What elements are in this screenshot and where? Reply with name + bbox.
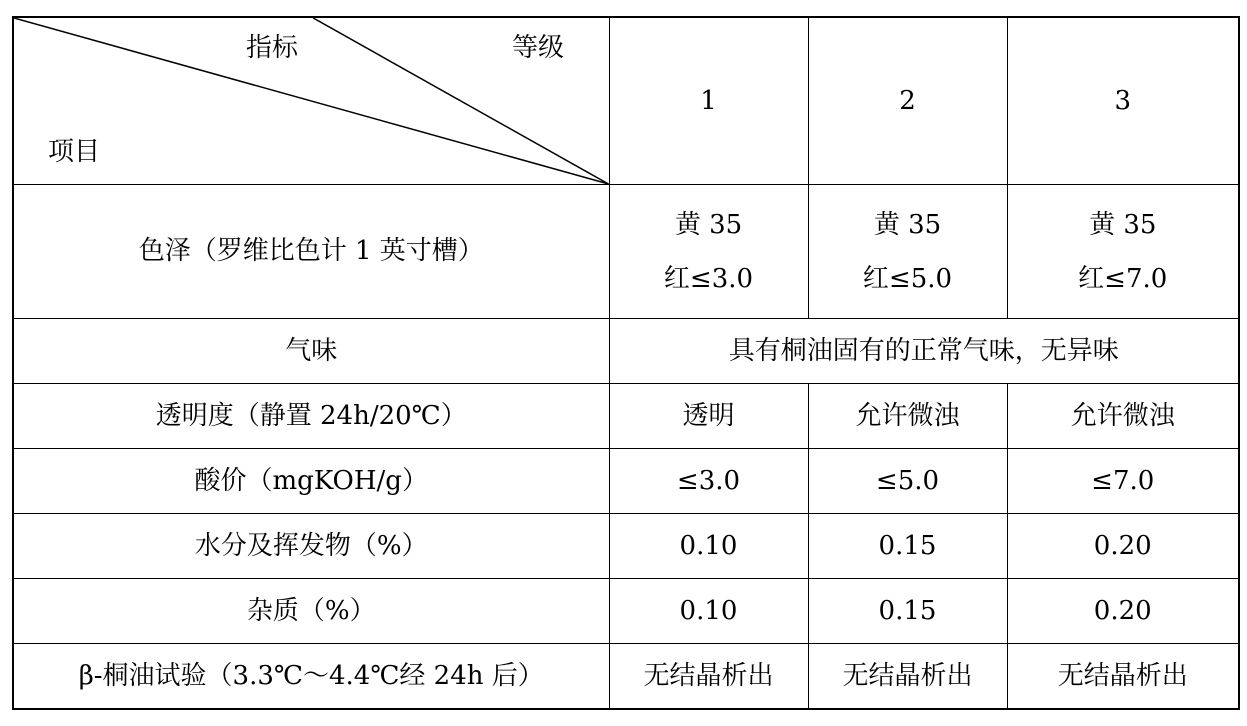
- table-row-acid-value: [13, 449, 1239, 514]
- odor-merged-value: 具有桐油固有的正常气味，无异味: [609, 319, 1239, 384]
- tung-oil-quality-table: [12, 16, 1240, 710]
- row-item-odor: 气味: [13, 319, 609, 384]
- color-yellow-3: 黄 35: [1089, 209, 1157, 240]
- color-red-2: 红≤5.0: [862, 263, 953, 294]
- beta-test-grade-2: 无结晶析出: [808, 644, 1007, 710]
- acid-value-grade-1: ≤3.0: [609, 449, 808, 514]
- moisture-grade-1: 0.10: [609, 514, 808, 579]
- table-row-transparency: [13, 384, 1239, 449]
- color-yellow-1: 黄 35: [674, 209, 743, 240]
- table-row-beta-test: [13, 644, 1239, 710]
- row-item-moisture: 水分及挥发物（%）: [13, 514, 609, 579]
- row-item-acid-value: 酸价（mgKOH/g）: [13, 449, 609, 514]
- acid-value-grade-2: ≤5.0: [808, 449, 1007, 514]
- table-row-moisture: [13, 514, 1239, 579]
- acid-value-grade-3: ≤7.0: [1007, 449, 1239, 514]
- row-item-transparency: 透明度（静置 24h/20℃）: [13, 384, 609, 449]
- impurity-grade-2: 0.15: [808, 579, 1007, 644]
- row-item-beta-test: β-桐油试验（3.3℃～4.4℃经 24h 后）: [13, 644, 609, 710]
- diagonal-header-cell: [13, 17, 609, 185]
- beta-test-grade-3: 无结晶析出: [1007, 644, 1239, 710]
- color-grade-1: [609, 185, 808, 319]
- row-item-color: 色泽（罗维比色计 1 英寸槽）: [13, 185, 609, 319]
- grade-2-header: 2: [808, 17, 1007, 185]
- grade-1-header: 1: [609, 17, 808, 185]
- header-row: [13, 17, 1239, 185]
- row-item-impurity: 杂质（%）: [13, 579, 609, 644]
- color-red-3: 红≤7.0: [1078, 263, 1168, 294]
- grade-3-header: 3: [1007, 17, 1239, 185]
- transparency-grade-2: 允许微浊: [808, 384, 1007, 449]
- beta-test-grade-1: 无结晶析出: [609, 644, 808, 710]
- item-label: 项目: [48, 136, 101, 167]
- table-row-odor: [13, 319, 1239, 384]
- index-label: 指标: [246, 33, 299, 63]
- color-grade-2: [808, 185, 1007, 319]
- color-grade-3: [1007, 185, 1239, 319]
- grade-label: 等级: [512, 33, 565, 63]
- transparency-grade-3: 允许微浊: [1007, 384, 1239, 449]
- moisture-grade-3: 0.20: [1007, 514, 1239, 579]
- color-red-1: 红≤3.0: [663, 263, 754, 294]
- transparency-grade-1: 透明: [609, 384, 808, 449]
- impurity-grade-3: 0.20: [1007, 579, 1239, 644]
- impurity-grade-1: 0.10: [609, 579, 808, 644]
- table-row-impurity: [13, 579, 1239, 644]
- color-yellow-2: 黄 35: [873, 209, 942, 240]
- moisture-grade-2: 0.15: [808, 514, 1007, 579]
- table-row-color: [13, 185, 1239, 319]
